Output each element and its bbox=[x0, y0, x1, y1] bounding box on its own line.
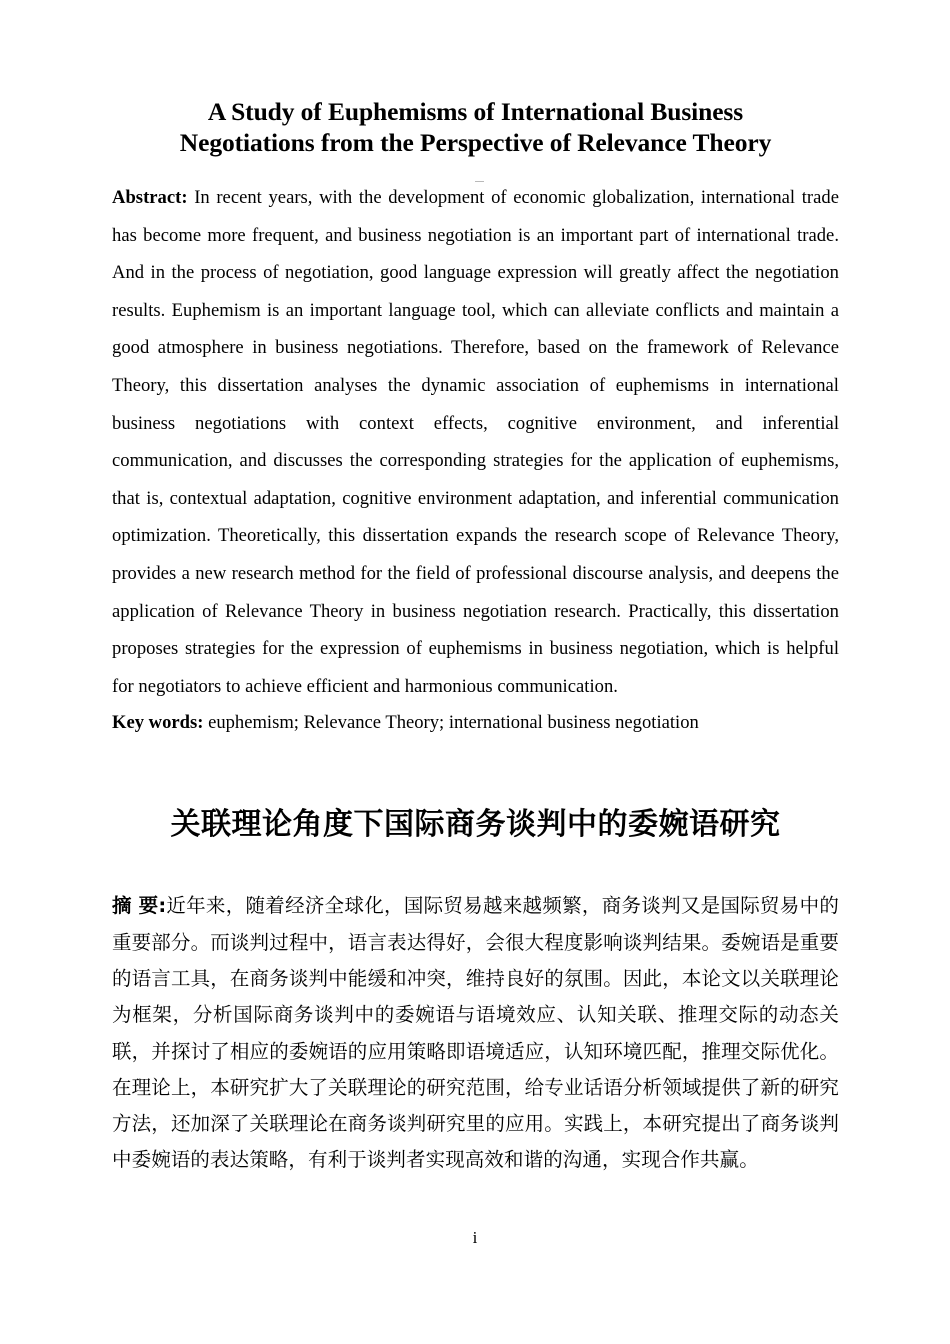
page-number: i bbox=[472, 1228, 478, 1247]
chinese-abstract-body: 近年来，随着经济全球化，国际贸易越来越频繁，商务谈判又是国际贸易中的重要部分。而谈判过程中，语言表达得好，会很大程度影响谈判结果。委婉语是重要的语言工具，在商务谈判中能缓和冲突，维持良好的氛围。因此，本论文以关联理论为框架，分析国际商务谈判中的委婉语与语境效应、认知关联、推理交际的动态关联，并探讨了相应的委婉语的应用策略即语境适应，认知环境匹配，推理交际优化。在理论上，本研究扩大了关联理论的研究范围，给专业话语分析领域提供了新的研究方法，还加深了关联理论在商务谈判研究里的应用。实践上，本研究提出了商务谈判中委婉语的表达策略，有利于谈判者实现高效和谐的沟通，实现合作共赢。 bbox=[112, 894, 839, 1172]
english-keywords-label: Key words: bbox=[112, 712, 204, 734]
english-keywords-body: euphemism; Relevance Theory; international business negotiation bbox=[203, 712, 699, 734]
english-abstract-label: Abstract: bbox=[112, 187, 188, 208]
english-keywords bbox=[112, 705, 839, 740]
chinese-abstract-label: 摘 要: bbox=[112, 894, 167, 918]
chinese-title: 关联理论角度下国际商务谈判中的委婉语研究 bbox=[170, 807, 781, 843]
english-title bbox=[112, 0, 839, 158]
english-abstract-body: In recent years, with the development of economic globalization, international trade has become more frequent, and business negotiation is an important part of international trade. And in the process of negotiation, good language expression will greatly affect the negotiation results. Euphemism is an important language tool, which can alleviate conflicts and maintain a good atmosphere in business negotiations. Therefore, based on the framework of Relevance Theory, this dissertation analyses the dynamic association of euphemisms in international business negotiations with context effects, cognitive environment, and inferential communication, and discusses the corresponding strategies for the application of euphemisms, that is, contextual adaptation, cognitive environment adaptation, and inferential communication optimization. Theoretically, this dissertation expands the research scope of Relevance Theory, provides a new research method for the field of professional discourse analysis, and deepens the application of Relevance Theory in business negotiation research. Practically, this dissertation proposes strategies for the expression of euphemisms in business negotiation, which is helpful for negotiators to achieve efficient and harmonious communication. bbox=[112, 187, 839, 697]
page-content bbox=[112, 0, 839, 1179]
chinese-abstract bbox=[112, 846, 839, 1178]
english-title-line-1: A Study of Euphemisms of International Business bbox=[207, 97, 744, 126]
english-title-line-2: Negotiations from the Perspective of Relevance Theory bbox=[179, 128, 772, 157]
english-abstract bbox=[112, 158, 839, 705]
